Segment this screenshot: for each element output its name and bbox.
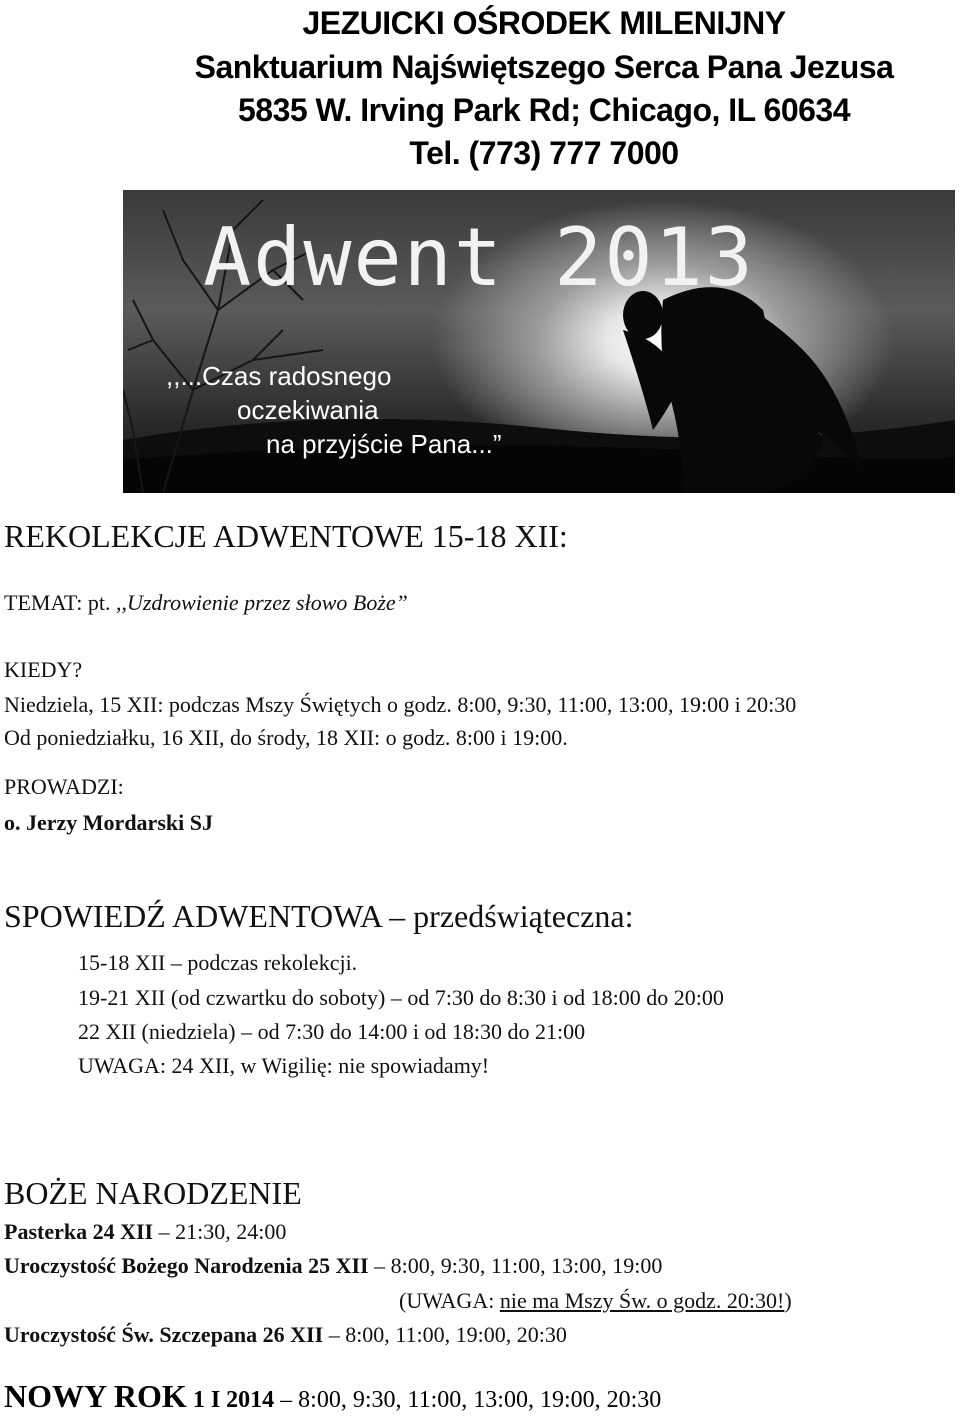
st-stephen-label: Uroczystość Św. Szczepana 26 XII [4, 1322, 324, 1347]
leader-name: o. Jerzy Mordarski SJ [4, 810, 213, 835]
new-year-line [4, 1378, 661, 1415]
banner-subtitle-1: ,,...Czas radosnego [166, 361, 392, 391]
header-line-2: Sanktuarium Najświętszego Serca Pana Jezusa [194, 49, 894, 85]
confession-line-4: UWAGA: 24 XII, w Wigilię: nie spowiadamy! [78, 1053, 490, 1078]
midnight-mass-times: – 21:30, 24:00 [153, 1219, 287, 1244]
christmas-line-1 [4, 1219, 286, 1245]
when-line-1: Niedziela, 15 XII: podczas Mszy Świętych o godz. 8:00, 9:30, 11:00, 13:00, 19:00 i 20:30 [4, 692, 797, 717]
confession-line-1: 15-18 XII – podczas rekolekcji. [78, 950, 358, 975]
christmas-line-2 [4, 1253, 662, 1279]
banner-title: Adwent 2013 [203, 211, 755, 304]
header-phone: Tel. (773) 777 7000 [409, 135, 679, 171]
christmas-line-3 [4, 1322, 567, 1348]
banner-subtitle-2: oczekiwania [237, 395, 379, 425]
christmas-note [399, 1288, 792, 1314]
new-year-date: 1 I 2014 [186, 1387, 275, 1413]
confession-line-3: 22 XII (niedziela) – od 7:30 do 14:00 i od 18:30 do 21:00 [78, 1019, 586, 1044]
when-label: KIEDY? [4, 657, 83, 682]
christmas-heading: BOŻE NARODZENIE [4, 1175, 302, 1211]
header-address: 5835 W. Irving Park Rd; Chicago, IL 60634 [237, 92, 851, 128]
confession-heading-sub: – przedświąteczna: [381, 898, 634, 934]
note-underlined: nie ma Mszy Św. o godz. 20:30! [499, 1288, 785, 1313]
confession-heading [4, 898, 633, 935]
christmas-day-times: – 8:00, 9:30, 11:00, 13:00, 19:00 [368, 1253, 663, 1278]
midnight-mass-label: Pasterka 24 XII [4, 1219, 154, 1244]
advent-banner [123, 190, 955, 493]
christmas-day-label: Uroczystość Bożego Narodzenia 25 XII [4, 1253, 369, 1278]
note-open: (UWAGA: [399, 1288, 500, 1313]
new-year-heading: NOWY ROK [4, 1378, 187, 1414]
retreat-topic [4, 590, 408, 616]
st-stephen-times: – 8:00, 11:00, 19:00, 20:30 [323, 1322, 567, 1347]
banner-subtitle-3: na przyjście Pana...” [266, 429, 502, 459]
topic-prefix: pt. [87, 590, 111, 615]
note-close: ) [784, 1288, 792, 1313]
retreat-heading: REKOLEKCJE ADWENTOWE 15-18 XII: [4, 518, 568, 554]
topic-label: TEMAT: [4, 590, 83, 615]
confession-heading-main: SPOWIEDŹ ADWENTOWA [4, 898, 382, 934]
leader-label: PROWADZI: [4, 774, 124, 799]
confession-line-2: 19-21 XII (od czwartku do soboty) – od 7:30 do 8:30 i od 18:00 do 20:00 [78, 985, 724, 1010]
topic-title: ,,Uzdrowienie przez słowo Boże” [115, 590, 408, 615]
header-line-1: JEZUICKI OŚRODEK MILENIJNY [302, 5, 786, 41]
new-year-times: – 8:00, 9:30, 11:00, 13:00, 19:00, 20:30 [274, 1387, 662, 1413]
when-line-2: Od poniedziałku, 16 XII, do środy, 18 XII: o godz. 8:00 i 19:00. [4, 725, 568, 750]
